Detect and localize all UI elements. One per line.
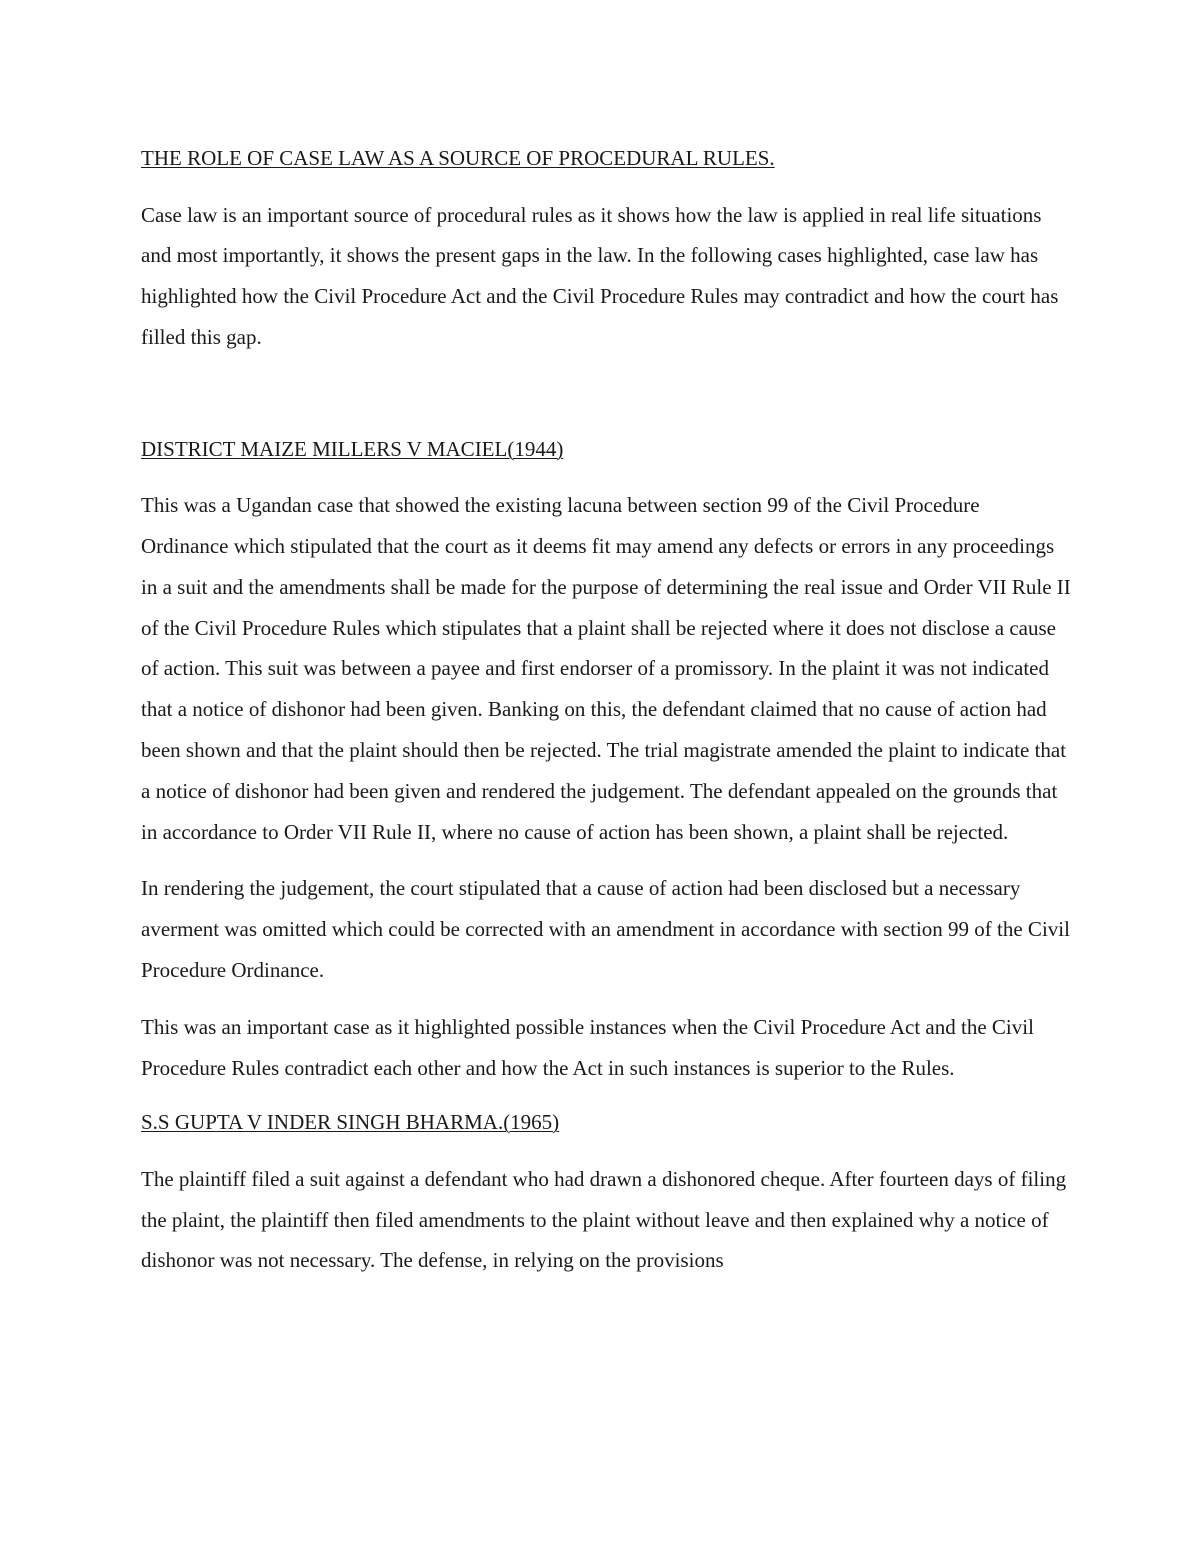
case-heading: S.S GUPTA V INDER SINGH BHARMA.(1965) <box>141 1110 560 1135</box>
case-paragraph: This was a Ugandan case that showed the existing lacuna between section 99 of the Civil Procedure Ordinance which stipulated that the court as it deems fit may amend any defects or errors in any proceedings in a suit and the amendments shall be made for the purpose of determining the real issue and Order VII Rule II of the Civil Procedure Rules which stipulates that a plaint shall be rejected where it does not disclose a cause of action. This suit was between a payee and first endorser of a promissory. In the plaint it was not indicated that a notice of dishonor had been given. Banking on this, the defendant claimed that no cause of action had been shown and that the plaint should then be rejected. The trial magistrate amended the plaint to indicate that a notice of dishonor had been given and rendered the judgement. The defendant appealed on the grounds that in accordance to Order VII Rule II, where no cause of action has been shown, a plaint shall be rejected. <box>141 493 1071 844</box>
document-page <box>141 138 1071 1281</box>
case-paragraph: The plaintiff filed a suit against a defendant who had drawn a dishonored cheque. After fourteen days of filing the plaint, the plaintiff then filed amendments to the plaint without leave and then explained why a notice of dishonor was not necessary. The defense, in relying on the provisions <box>141 1166 1067 1273</box>
case-heading: DISTRICT MAIZE MILLERS V MACIEL(1944) <box>141 436 564 461</box>
case-paragraph: This was an important case as it highlighted possible instances when the Civil Procedure Act and the Civil Procedure Rules contradict each other and how the Act in such instances is superior to the Rules. <box>141 1014 1034 1080</box>
intro-paragraph: Case law is an important source of procedural rules as it shows how the law is applied in real life situations and most importantly, it shows the present gaps in the law. In the following cases highlighted, case law has highlighted how the Civil Procedure Act and the Civil Procedure Rules may contradict and how the court has filled this gap. <box>141 202 1059 349</box>
case-section <box>141 1102 1071 1281</box>
case-paragraph: In rendering the judgement, the court stipulated that a cause of action had been disclosed but a necessary averment was omitted which could be corrected with an amendment in accordance with section 99 of the Civil Procedure Ordinance. <box>141 876 1070 982</box>
case-section <box>141 429 1071 1089</box>
document-title: THE ROLE OF CASE LAW AS A SOURCE OF PROCEDURAL RULES. <box>141 146 775 170</box>
